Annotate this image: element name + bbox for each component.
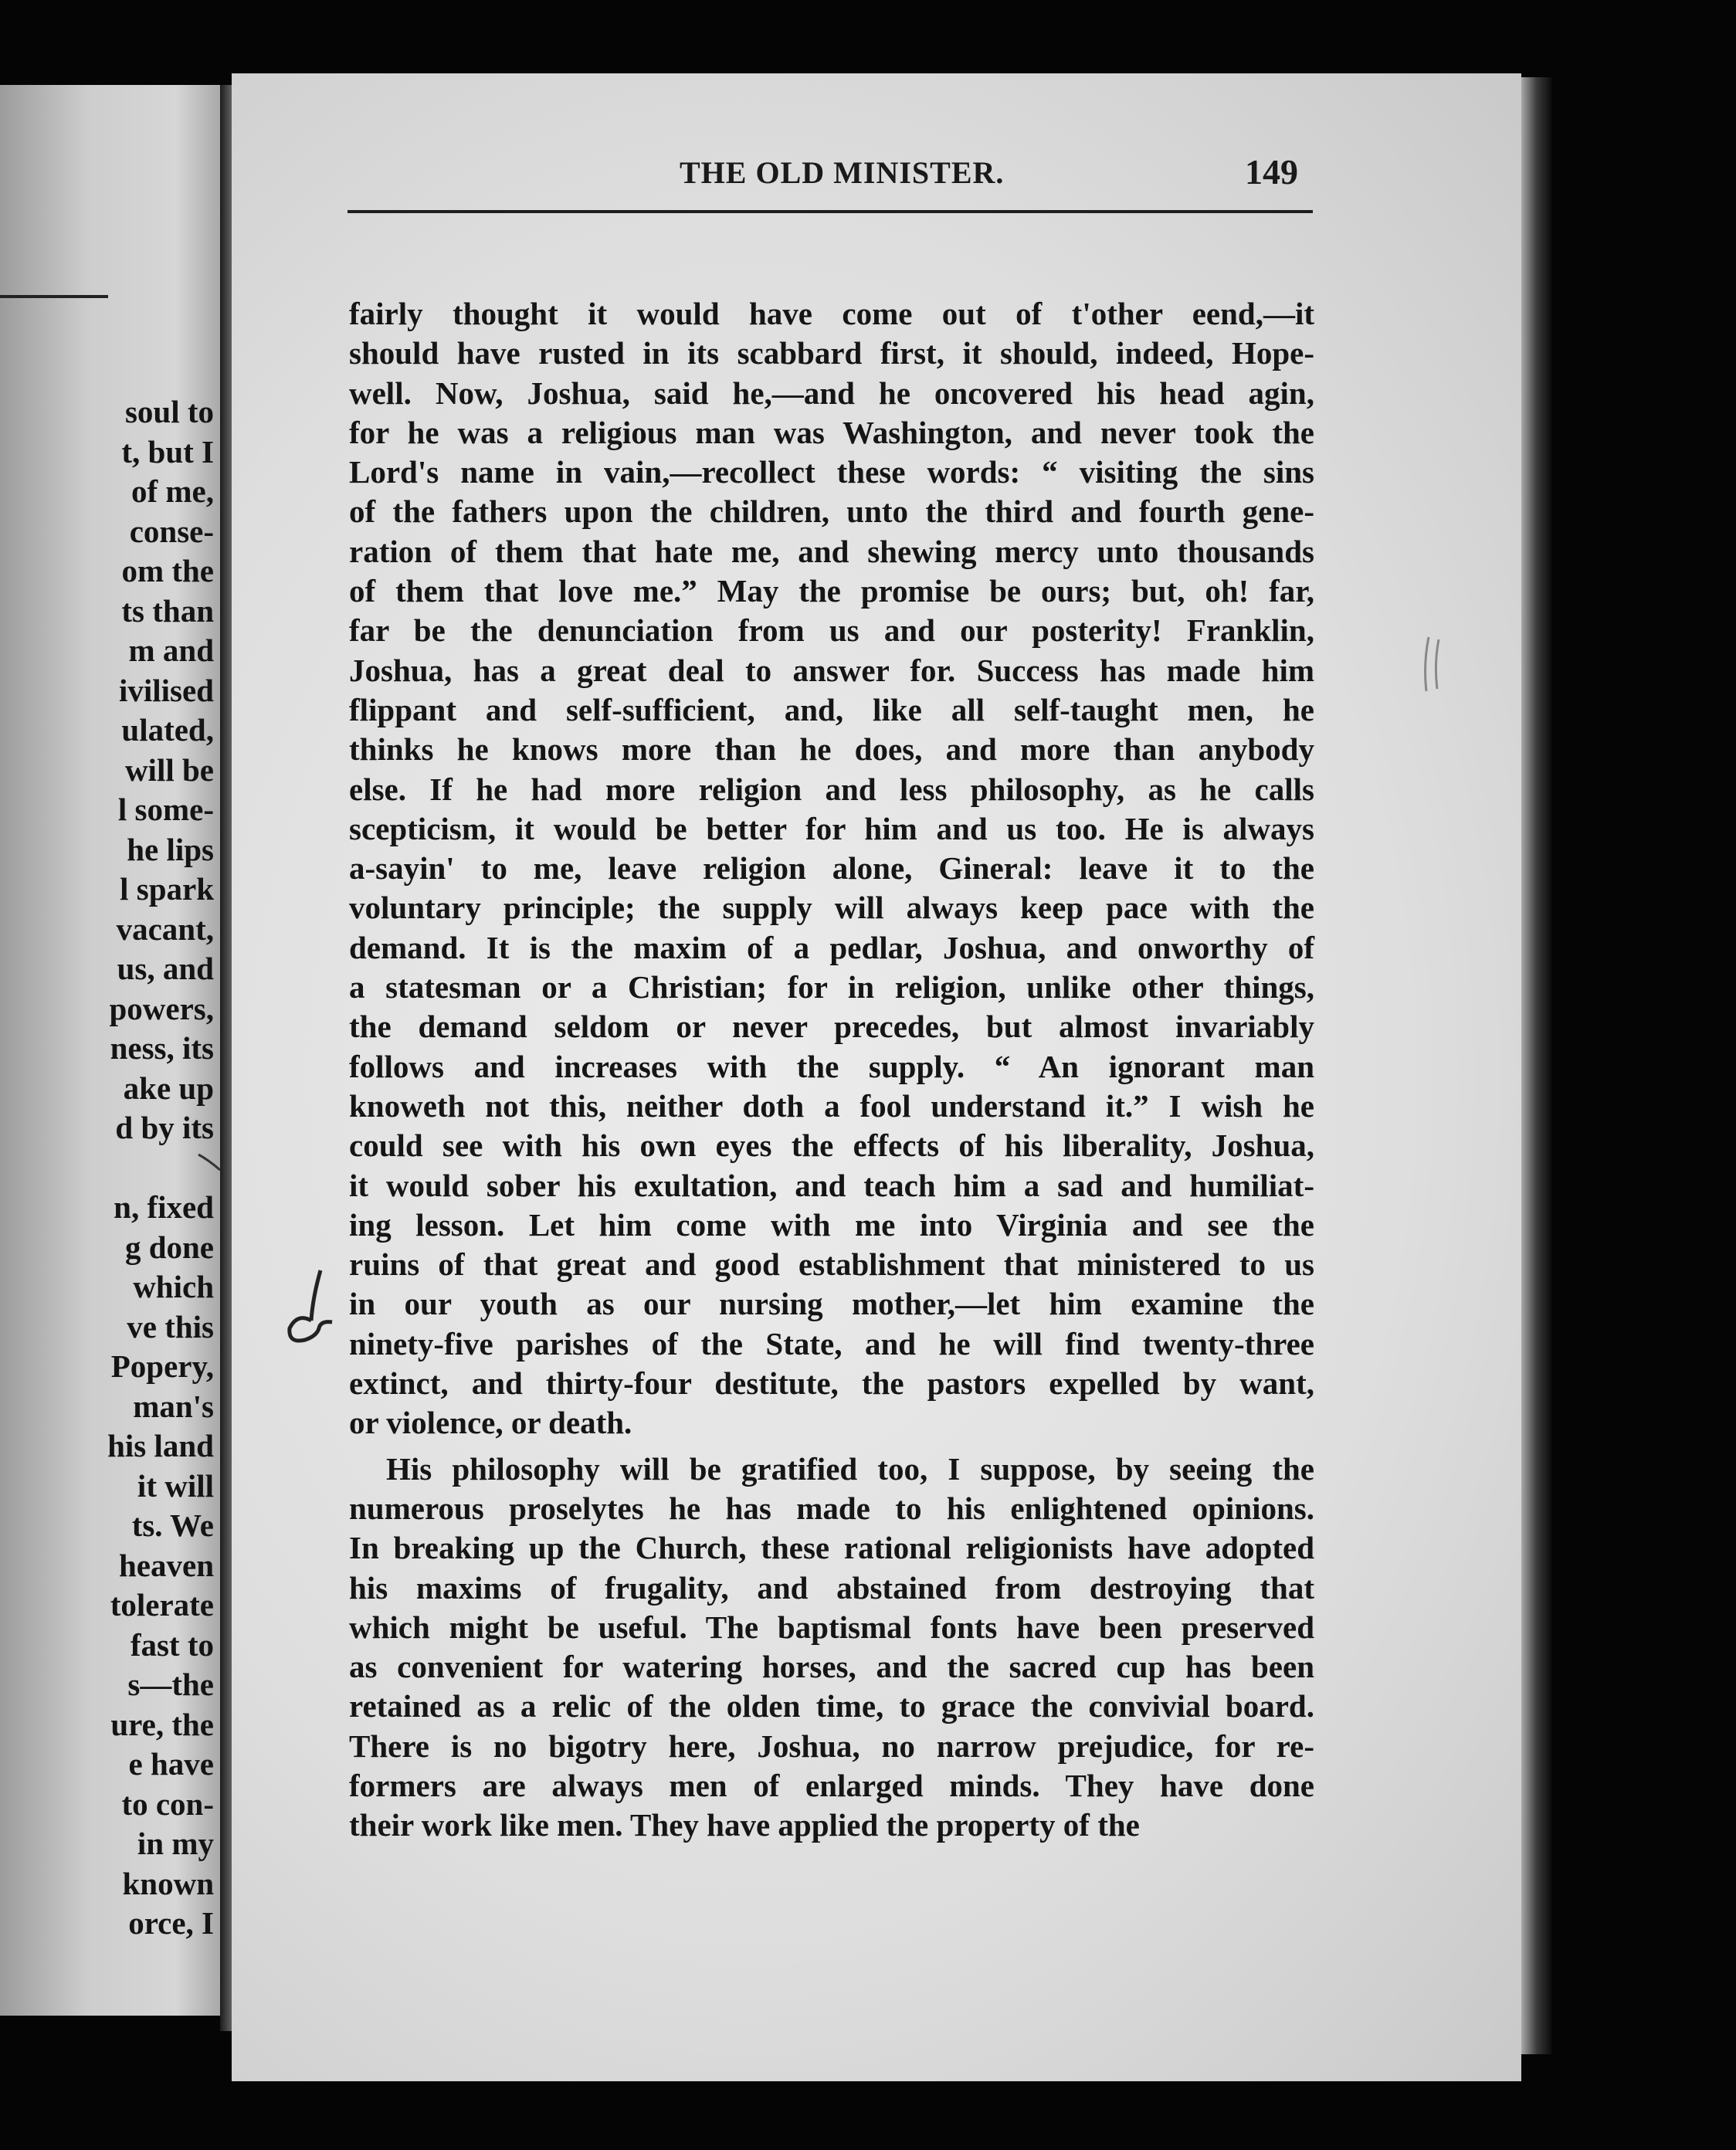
left-page-line: which	[133, 1269, 214, 1304]
text-line: thinks he knows more than he does, and more than anybody	[349, 731, 1314, 768]
left-page-line: heaven	[119, 1547, 214, 1583]
left-page-line: d by its	[115, 1110, 214, 1145]
left-page-line: known	[122, 1865, 214, 1901]
text-line: retained as a relic of the olden time, to grace the convivial board.	[349, 1688, 1314, 1724]
left-page-line: us, and	[117, 951, 214, 986]
text-line: else. If he had more religion and less philosophy, as he calls	[349, 771, 1314, 807]
text-line: their work like men. They have applied the property of the	[349, 1807, 1140, 1843]
text-line: for he was a religious man was Washington, and never took the	[349, 414, 1314, 450]
text-line: as convenient for watering horses, and the sacred cup has been	[349, 1649, 1314, 1685]
left-page-text	[0, 392, 214, 1944]
left-page-line: m and	[128, 632, 214, 668]
text-line: the demand seldom or never precedes, but almost invariably	[349, 1009, 1314, 1045]
left-page-line: g done	[124, 1229, 214, 1265]
text-line: a statesman or a Christian; for in religion, unlike other things,	[349, 969, 1314, 1005]
left-page-line: ness, its	[110, 1030, 214, 1066]
text-line: his maxims of frugality, and abstained from destroying that	[349, 1569, 1314, 1606]
left-page-line: ake up	[123, 1070, 214, 1106]
left-page-line: orce, I	[128, 1905, 214, 1941]
handwritten-margin-mark	[274, 1267, 344, 1359]
left-page-line: it will	[137, 1467, 214, 1504]
running-head: THE OLD MINISTER.	[680, 155, 1005, 190]
left-page-line: l some-	[117, 792, 214, 827]
text-line: well. Now, Joshua, said he,—and he oncovered his head agin,	[349, 375, 1314, 411]
body-text	[349, 294, 1314, 1846]
left-page-line: Popery,	[110, 1348, 214, 1384]
text-line: in our youth as our nursing mother,—let him examine the	[349, 1286, 1314, 1322]
left-page-line: n, fixed	[114, 1189, 214, 1225]
left-page-line: his land	[107, 1428, 214, 1463]
left-page-rule	[0, 295, 108, 298]
left-page-line: conse-	[129, 513, 214, 549]
text-line: There is no bigotry here, Joshua, no narrow prejudice, for re-	[349, 1728, 1314, 1764]
left-page-line: tolerate	[110, 1587, 214, 1623]
left-page-line: om the	[121, 553, 214, 588]
text-line: Lord's name in vain,—recollect these words: “ visiting the sins	[349, 454, 1314, 490]
left-page-line: man's	[133, 1388, 214, 1424]
left-page-line: ve this	[127, 1308, 214, 1345]
text-line: extinct, and thirty-four destitute, the pastors expelled by want,	[349, 1365, 1314, 1402]
text-line: fairly thought it would have come out of t'other eend,—it	[349, 296, 1314, 331]
left-page-line: ts. We	[131, 1507, 214, 1543]
right-page-edge	[1521, 77, 1552, 2054]
text-line: which might be useful. The baptismal fonts have been preserved	[349, 1609, 1314, 1645]
text-line: or violence, or death.	[349, 1405, 632, 1441]
left-page-line: e have	[128, 1746, 214, 1782]
left-page-line: fast to	[130, 1626, 214, 1663]
text-line: numerous proselytes he has made to his enlightened opinions.	[349, 1490, 1314, 1526]
text-line: ninety-five parishes of the State, and he will find twenty-three	[349, 1325, 1314, 1362]
left-page-line: ure, the	[110, 1706, 214, 1742]
left-page	[0, 85, 220, 2016]
left-page-line: s—the	[127, 1667, 214, 1702]
handwritten-bracket-mark	[1417, 633, 1448, 695]
text-line: ration of them that hate me, and shewing mercy unto thousands	[349, 533, 1314, 569]
text-line: ing lesson. Let him come with me into Virginia and see the	[349, 1206, 1314, 1243]
text-line: of them that love me.” May the promise be ours; but, oh! far,	[349, 573, 1314, 609]
text-line: should have rusted in its scabbard first, it should, indeed, Hope-	[349, 335, 1314, 371]
text-line: it would sober his exultation, and teach him a sad and humiliat-	[349, 1167, 1314, 1203]
text-line: far be the denunciation from us and our posterity! Franklin,	[349, 612, 1314, 649]
text-line: a-sayin' to me, leave religion alone, Gineral: leave it to the	[349, 850, 1314, 887]
text-line: Joshua, has a great deal to answer for. Success has made him	[349, 652, 1314, 688]
page-number: 149	[1245, 152, 1298, 192]
left-page-line: vacant,	[116, 911, 214, 947]
text-line: knoweth not this, neither doth a fool understand it.” I wish he	[349, 1087, 1314, 1124]
text-line: follows and increases with the supply. “ An ignorant man	[349, 1048, 1314, 1084]
left-page-line: he lips	[127, 831, 214, 867]
left-page-line: soul to	[124, 394, 214, 429]
text-line: demand. It is the maxim of a pedlar, Joshua, and onworthy of	[349, 929, 1314, 965]
header-rule	[348, 210, 1313, 213]
left-page-line	[0, 1148, 214, 1189]
text-line: of the fathers upon the children, unto the third and fourth gene-	[349, 493, 1314, 530]
handwritten-tick-mark	[197, 1151, 228, 1174]
text-line: scepticism, it would be better for him and us too. He is always	[349, 810, 1314, 846]
left-page-line: ivilised	[118, 672, 214, 708]
left-page-line: to con-	[121, 1785, 214, 1822]
left-page-line: powers,	[109, 990, 214, 1026]
text-line: voluntary principle; the supply will always keep pace with the	[349, 890, 1314, 926]
text-line: formers are always men of enlarged minds. They have done	[349, 1767, 1314, 1803]
left-page-line: in my	[137, 1826, 214, 1861]
left-page-line: l spark	[120, 871, 214, 907]
left-page-line: will be	[124, 751, 214, 788]
text-line: ruins of that great and good establishment that ministered to us	[349, 1246, 1314, 1283]
left-page-line: t, but I	[121, 433, 214, 470]
left-page-line: of me,	[131, 473, 214, 509]
left-page-line: ulated,	[121, 712, 214, 748]
text-line: His philosophy will be gratified too, I suppose, by seeing the	[386, 1450, 1314, 1487]
left-page-line: ts than	[121, 592, 214, 629]
text-line: flippant and self-sufficient, and, like all self-taught men, he	[349, 691, 1314, 727]
text-line: could see with his own eyes the effects of his liberality, Joshua,	[349, 1128, 1314, 1164]
text-line: In breaking up the Church, these rational religionists have adopted	[349, 1530, 1314, 1566]
